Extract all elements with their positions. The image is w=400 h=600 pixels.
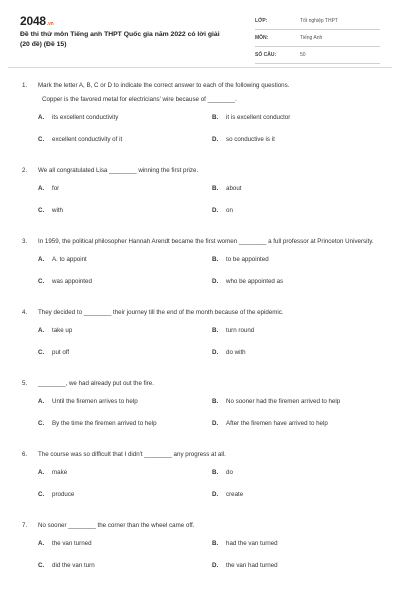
option-letter: B. [212, 256, 219, 263]
option-letter: D. [212, 136, 219, 143]
question-item [22, 80, 382, 156]
option-row [22, 489, 382, 511]
answer-options [22, 396, 382, 440]
option-text: put off [52, 349, 70, 356]
logo-text: 2048 [20, 14, 46, 28]
question-list [22, 80, 382, 591]
option-text: to be appointed [226, 256, 269, 263]
answer-option[interactable] [212, 183, 241, 195]
option-text: No sooner had the firemen arrived to help [226, 398, 341, 405]
option-letter: A. [38, 327, 45, 334]
option-letter: C. [38, 562, 45, 569]
option-row [22, 276, 382, 298]
option-row [22, 347, 382, 369]
question-text-line [22, 80, 382, 92]
question-number: 3. [22, 238, 28, 245]
meta-value: Tiếng Anh [300, 35, 323, 41]
page-title: Đề thi thử môn Tiếng anh THPT Quốc gia năm 2022 có lời giải (20 đề) (Đề 15) [20, 31, 220, 48]
answer-option[interactable] [212, 134, 275, 146]
option-text: did the van turn [52, 562, 95, 569]
question-text-line [22, 236, 382, 248]
option-text: After the firemen have arrived to help [226, 420, 328, 427]
answer-option[interactable] [38, 347, 69, 359]
option-letter: A. [38, 469, 45, 476]
answer-option[interactable] [212, 325, 254, 337]
option-letter: D. [212, 278, 219, 285]
option-text: produce [52, 491, 75, 498]
option-letter: D. [212, 491, 219, 498]
question-text: In 1959, the political philosopher Hannah Arendt became the first women ________ a full professor at Princeton University. [38, 238, 374, 245]
option-letter: A. [38, 114, 45, 121]
option-letter: C. [38, 491, 45, 498]
option-letter: B. [212, 540, 219, 547]
option-letter: C. [38, 349, 45, 356]
option-letter: C. [38, 207, 45, 214]
answer-options [22, 183, 382, 227]
meta-key: MÔN: [255, 35, 269, 41]
option-text: so conductive is it [226, 136, 275, 143]
option-letter: B. [212, 114, 219, 121]
answer-options [22, 254, 382, 298]
option-row [22, 254, 382, 276]
option-text: turn round [226, 327, 255, 334]
site-logo[interactable] [20, 14, 54, 28]
answer-option[interactable] [212, 489, 243, 501]
option-text: on [226, 207, 233, 214]
option-letter: B. [212, 327, 219, 334]
logo-suffix: .vn [46, 21, 54, 27]
option-letter: C. [38, 136, 45, 143]
question-number: 5. [22, 380, 28, 387]
answer-option[interactable] [212, 560, 278, 572]
question-text: The course was so difficult that I didn't ________ any progress at all. [38, 451, 226, 458]
option-letter: B. [212, 469, 219, 476]
option-row [22, 418, 382, 440]
option-row [22, 467, 382, 489]
meta-row-count [255, 49, 380, 64]
answer-option[interactable] [38, 418, 157, 430]
answer-option[interactable] [38, 276, 92, 288]
answer-option[interactable] [38, 467, 67, 479]
meta-panel [255, 15, 380, 66]
question-item [22, 378, 382, 440]
option-letter: A. [38, 540, 45, 547]
meta-row-subject [255, 32, 380, 47]
option-text: about [226, 185, 242, 192]
option-text: had the van turned [226, 540, 278, 547]
option-row [22, 560, 382, 582]
option-text: its excellent conductivity [52, 114, 119, 121]
question-text: ________, we had already put out the fire. [38, 380, 154, 387]
option-text: take up [52, 327, 73, 334]
option-letter: B. [212, 398, 219, 405]
option-text: for [52, 185, 60, 192]
option-letter: D. [212, 207, 219, 214]
option-letter: A. [38, 256, 45, 263]
answer-option[interactable] [212, 467, 233, 479]
question-text: No sooner ________ the corner than the wheel came off. [38, 522, 195, 529]
answer-options [22, 538, 382, 582]
answer-options [22, 467, 382, 511]
answer-option[interactable] [38, 183, 59, 195]
question-item [22, 307, 382, 369]
answer-option[interactable] [38, 205, 63, 217]
option-text: do with [226, 349, 246, 356]
option-row [22, 396, 382, 418]
option-row [22, 134, 382, 156]
answer-option[interactable] [38, 112, 118, 124]
answer-option[interactable] [212, 418, 328, 430]
question-text: They decided to ________ their journey till the end of the month because of the epidemic. [38, 309, 284, 316]
header-divider [8, 67, 392, 68]
option-letter: D. [212, 349, 219, 356]
question-item [22, 449, 382, 511]
option-letter: A. [38, 398, 45, 405]
answer-option[interactable] [212, 347, 246, 359]
question-text: We all congratulated Lisa ________ winning the first prize. [38, 167, 199, 174]
option-letter: C. [38, 420, 45, 427]
option-letter: D. [212, 562, 219, 569]
answer-option[interactable] [212, 396, 340, 408]
question-item [22, 520, 382, 582]
option-row [22, 538, 382, 560]
option-text: create [226, 491, 244, 498]
option-text: Until the firemen arrives to help [52, 398, 138, 405]
option-row [22, 325, 382, 347]
answer-options [22, 112, 382, 156]
answer-option[interactable] [212, 112, 290, 124]
question-number: 6. [22, 451, 28, 458]
meta-value: Tốt nghiệp THPT [300, 18, 338, 24]
option-text: A. to appoint [52, 256, 87, 263]
answer-option[interactable] [38, 538, 92, 550]
answer-option[interactable] [38, 560, 95, 572]
answer-option[interactable] [212, 205, 233, 217]
question-text-line [22, 520, 382, 532]
question-number: 2. [22, 167, 28, 174]
option-text: excellent conductivity of it [52, 136, 123, 143]
option-text: do [226, 469, 233, 476]
question-text: Mark the letter A, B, C or D to indicate the correct answer to each of the following questions. [38, 82, 290, 89]
question-text-line [22, 449, 382, 461]
option-letter: D. [212, 420, 219, 427]
option-text: with [52, 207, 64, 214]
answer-options [22, 325, 382, 369]
question-number: 4. [22, 309, 28, 316]
option-text: it is excellent conductor [226, 114, 291, 121]
answer-option[interactable] [212, 276, 283, 288]
option-text: the van had turned [226, 562, 278, 569]
answer-option[interactable] [38, 254, 87, 266]
answer-option[interactable] [38, 325, 72, 337]
option-row [22, 205, 382, 227]
option-text: the van turned [52, 540, 92, 547]
answer-option[interactable] [38, 489, 74, 501]
option-row [22, 112, 382, 134]
option-row [22, 183, 382, 205]
header [20, 12, 380, 62]
question-item [22, 165, 382, 227]
question-prompt: Copper is the favored metal for electricians' wire because of ________. [42, 96, 237, 103]
option-letter: B. [212, 185, 219, 192]
answer-option[interactable] [212, 538, 278, 550]
option-letter: C. [38, 278, 45, 285]
meta-key: SỐ CÂU: [255, 52, 277, 58]
question-number: 1. [22, 82, 28, 89]
option-text: By the time the firemen arrived to help [52, 420, 157, 427]
answer-option[interactable] [38, 396, 138, 408]
question-number: 7. [22, 522, 28, 529]
question-text-line [22, 165, 382, 177]
question-text-line [22, 378, 382, 390]
answer-option[interactable] [38, 134, 122, 146]
option-text: make [52, 469, 68, 476]
question-item [22, 236, 382, 298]
option-letter: A. [38, 185, 45, 192]
meta-key: LỚP: [255, 18, 268, 24]
option-text: who be appointed as [226, 278, 284, 285]
answer-option[interactable] [212, 254, 269, 266]
meta-row-class [255, 15, 380, 30]
question-text-line [22, 307, 382, 319]
option-text: was appointed [52, 278, 92, 285]
meta-value: 50 [300, 52, 306, 58]
